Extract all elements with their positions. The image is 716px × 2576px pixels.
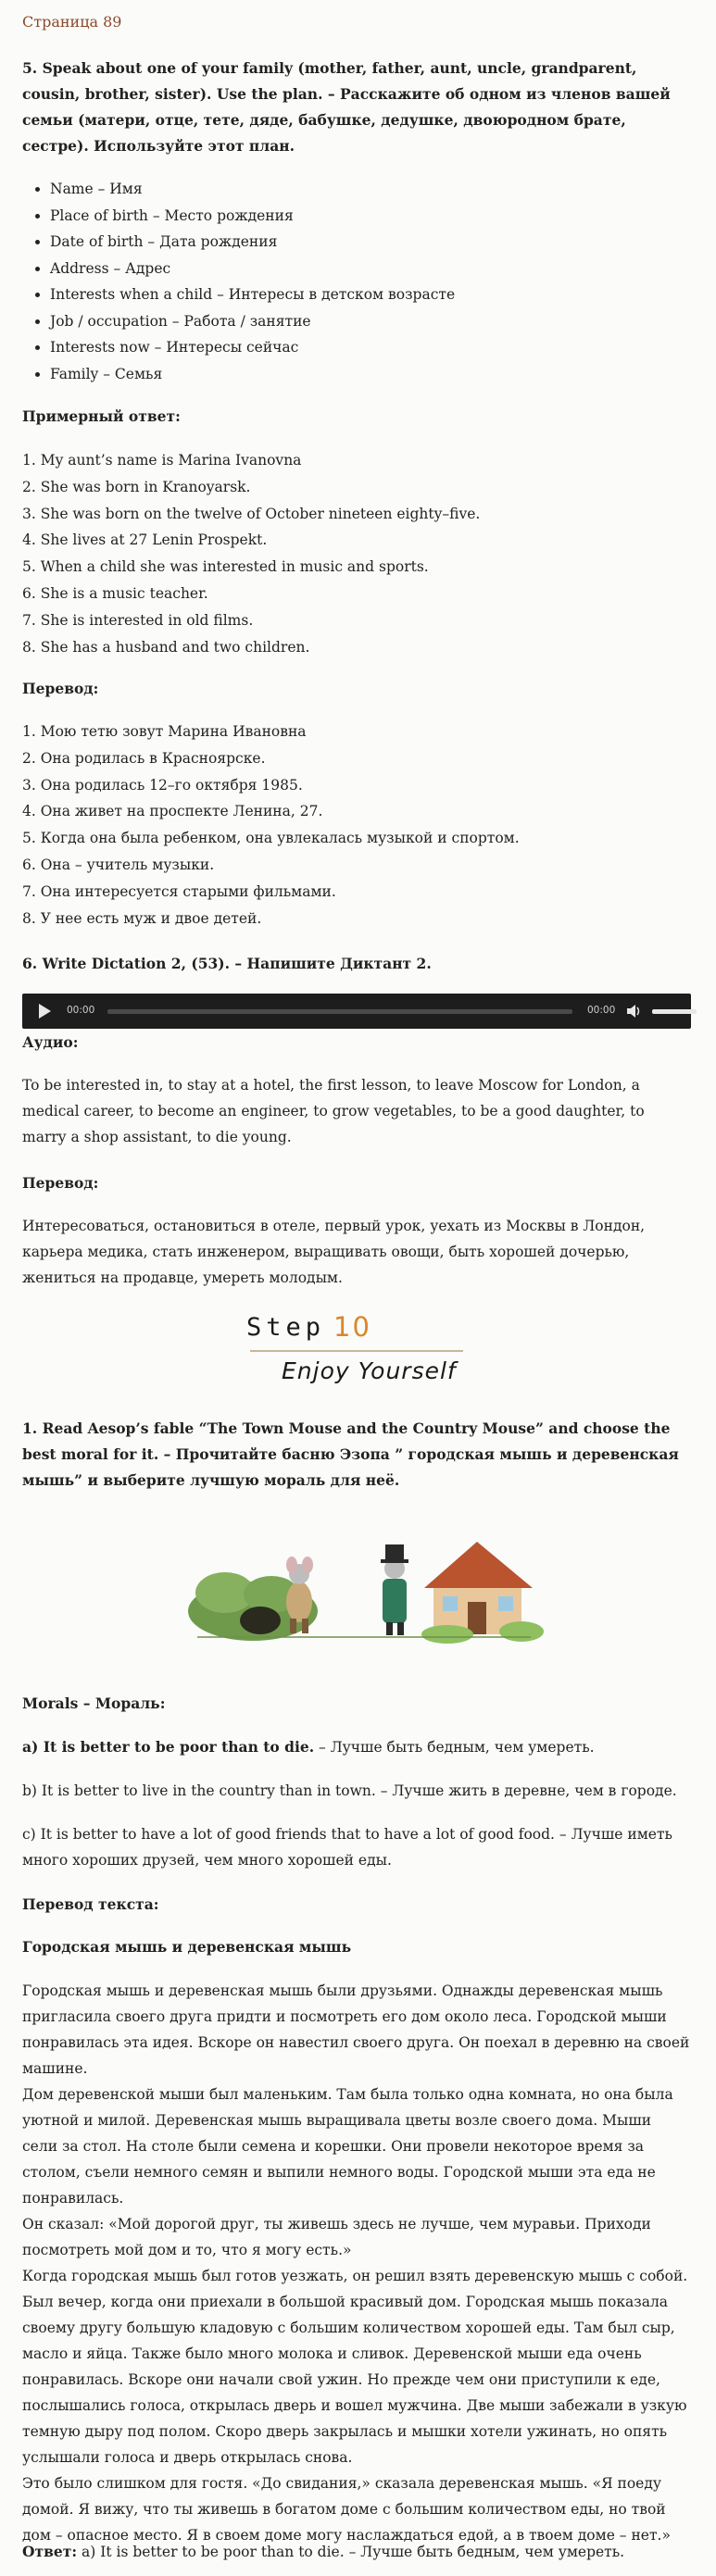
task5-heading: 5. Speak about one of your family (mother, father, aunt, uncle, grandparent, cousin, brother, sister). Use the plan. – Расскажите об одном из членов вашей семьи (матери, отце, тете, дяде, бабушке, дедушке, двоюродном брате, сестре). Используйте этот план. — [22, 59, 671, 155]
translation-line: 6. Она – учитель музыки. — [22, 856, 215, 873]
audio-seek-bar[interactable] — [107, 1009, 572, 1014]
audio-duration: 00:00 — [587, 1005, 616, 1016]
plan-item: • Address – Адрес — [50, 256, 691, 282]
story-paragraph: Когда городская мышь был готов уезжать, он решил взять деревенскую мышь с собой. Был вечер, когда они приехали в большой красивый дом. Городская мышь показала своему другу большую кладовую с большим количеством хорошей еды. Там был сыр, масло и яйца. Также было много молока и сливок. Деревенской мыши еда очень понравилась. Вскоре они начали свой ужин. Но прежде чем они приступили к еде, послышались голоса, открылась дверь и вошел мужчина. Две мыши забежали в узкую темную дыру под полом. Скоро дверь закрылась и мышки хотели ужинать, но опять услышали голоса и дверь открылась снова. — [22, 2268, 688, 2466]
moral-b: b) It is better to live in the country than in town. – Лучше жить в деревне, чем в городе. — [22, 1782, 677, 1799]
sample-line: 3. She was born on the twelve of October nineteen eighty–five. — [22, 505, 481, 522]
step-number: 10 — [333, 1311, 371, 1343]
story-paragraph: Дом деревенской мыши был маленьким. Там была только одна комната, но она была уютной и милой. Деревенская мышь выращивала цветы возле своего дома. Мыши сели за стол. На столе были семена и корешки. Они провели некоторое время за столом, съели немного семян и выпили немного воды. Городской мыши эта еда не понравилась. — [22, 2086, 673, 2207]
audio-text: To be interested in, to stay at a hotel, the first lesson, to leave Moscow for London, a medical career, to become an engineer, to grow vegetables, to be a good daughter, to marry a shop assistant, to die young. — [22, 1077, 645, 1145]
dictation-translation-text: Интересоваться, остановиться в отеле, первый урок, уехать из Москвы в Лондон, карьера медика, стать инженером, выращивать овощи, быть хорошей дочерью, жениться на продавце, умереть молодым. — [22, 1218, 646, 1286]
text-translation-heading: Перевод текста: — [22, 1895, 159, 1913]
volume-icon[interactable] — [626, 1004, 641, 1019]
translation-line: 3. Она родилась 12–го октября 1985. — [22, 776, 303, 794]
story-text — [22, 1978, 691, 2548]
story-paragraph: Городская мышь и деревенская мышь были друзьями. Однажды деревенская мышь пригласила своего друга придти и посмотреть его дом около леса. Городской мыши понравилась эта идея. Вскоре он навестил своего друга. Он поехал в деревню на своей машине. — [22, 1982, 690, 2077]
answer-label: Ответ: — [22, 2543, 78, 2560]
audio-heading: Аудио: — [22, 1033, 79, 1051]
plan-item: • Date of birth – Дата рождения — [50, 229, 691, 256]
sample-line: 6. She is a music teacher. — [22, 584, 208, 602]
dictation-translation-heading: Перевод: — [22, 1174, 99, 1192]
plan-item: • Interests when a child – Интересы в детском возрасте — [50, 281, 691, 308]
translation-line: 2. Она родилась в Красноярске. — [22, 749, 266, 767]
story-title: Городская мышь и деревенская мышь — [22, 1938, 352, 1956]
sample-line: 4. She lives at 27 Lenin Prospekt. — [22, 531, 268, 549]
sample-line: 5. When a child she was interested in music and sports. — [22, 558, 429, 576]
moral-a — [22, 1734, 691, 1760]
task6-heading: 6. Write Dictation 2, (53). – Напишите Диктант 2. — [22, 955, 432, 972]
sample-line: 1. My aunt’s name is Marina Ivanovna — [22, 452, 302, 469]
sample-line: 8. She has a husband and two children. — [22, 638, 310, 656]
page-title: Страница 89 — [22, 13, 122, 31]
answer-text: a) It is better to be poor than to die. – Лучше быть бедным, чем умереть. — [77, 2544, 625, 2560]
translation-line: 7. Она интересуется старыми фильмами. — [22, 882, 336, 900]
plan-item: • Name – Имя — [50, 176, 691, 203]
audio-current-time: 00:00 — [67, 1005, 95, 1016]
step-word: Step — [246, 1313, 326, 1342]
plan-item: • Place of birth – Место рождения — [50, 203, 691, 230]
play-icon[interactable] — [39, 1004, 51, 1019]
audio-player — [22, 994, 691, 1029]
translation-heading: Перевод: — [22, 680, 99, 697]
translation-line: 5. Когда она была ребенком, она увлекалась музыкой и спортом. — [22, 830, 520, 847]
plan-list — [22, 176, 691, 387]
translation-line: 8. У нее есть муж и двое детей. — [22, 909, 262, 927]
plan-item: • Job / occupation – Работа / занятие — [50, 308, 691, 335]
step-subtitle: Enjoy Yourself — [282, 1357, 457, 1384]
step-divider — [250, 1350, 463, 1352]
step-banner — [243, 1313, 470, 1398]
moral-a-rest: – Лучше быть бедным, чем умереть. — [314, 1739, 595, 1756]
translation-list — [22, 719, 691, 932]
answer-line — [22, 2539, 691, 2565]
plan-item: • Family – Семья — [50, 361, 691, 388]
sample-line: 7. She is interested in old films. — [22, 611, 254, 629]
moral-c: c) It is better to have a lot of good friends that to have a lot of good food. – Лучше иметь много хороших друзей, чем много хорошей еды. — [22, 1826, 672, 1869]
volume-slider[interactable] — [652, 1009, 697, 1014]
plan-list-wrap — [22, 176, 691, 387]
morals-heading: Morals – Мораль: — [22, 1694, 166, 1712]
moral-a-bold: a) It is better to be poor than to die. — [22, 1738, 315, 1756]
translation-line: 1. Мою тетю зовут Марина Ивановна — [22, 723, 307, 740]
sample-heading: Примерный ответ: — [22, 407, 181, 425]
story-paragraph: Он сказал: «Мой дорогой друг, ты живешь здесь не лучше, чем муравьи. Приходи посмотреть мой дом и то, что я могу есть.» — [22, 2216, 651, 2258]
step-task1-heading: 1. Read Aesop’s fable “The Town Mouse and the Country Mouse” and choose the best moral for it. – Прочитайте басню Эзопа ” городская мышь и деревенская мышь” и выберите лучшую мораль для неё. — [22, 1419, 679, 1489]
translation-line: 4. Она живет на проспекте Ленина, 27. — [22, 803, 323, 820]
story-paragraph: Это было слишком для гостя. «До свидания,» сказала деревенская мышь. «Я поеду домой. Я вижу, что ты живешь в богатом доме с большим количеством еды, но твой дом – опасное место. Я в своем доме могу наслаждаться едой, а в твоем доме – нет.» — [22, 2475, 671, 2544]
sample-line: 2. She was born in Kranoyarsk. — [22, 478, 251, 495]
sample-answer — [22, 447, 691, 660]
plan-item: • Interests now – Интересы сейчас — [50, 334, 691, 361]
fable-illustration — [170, 1528, 549, 1644]
